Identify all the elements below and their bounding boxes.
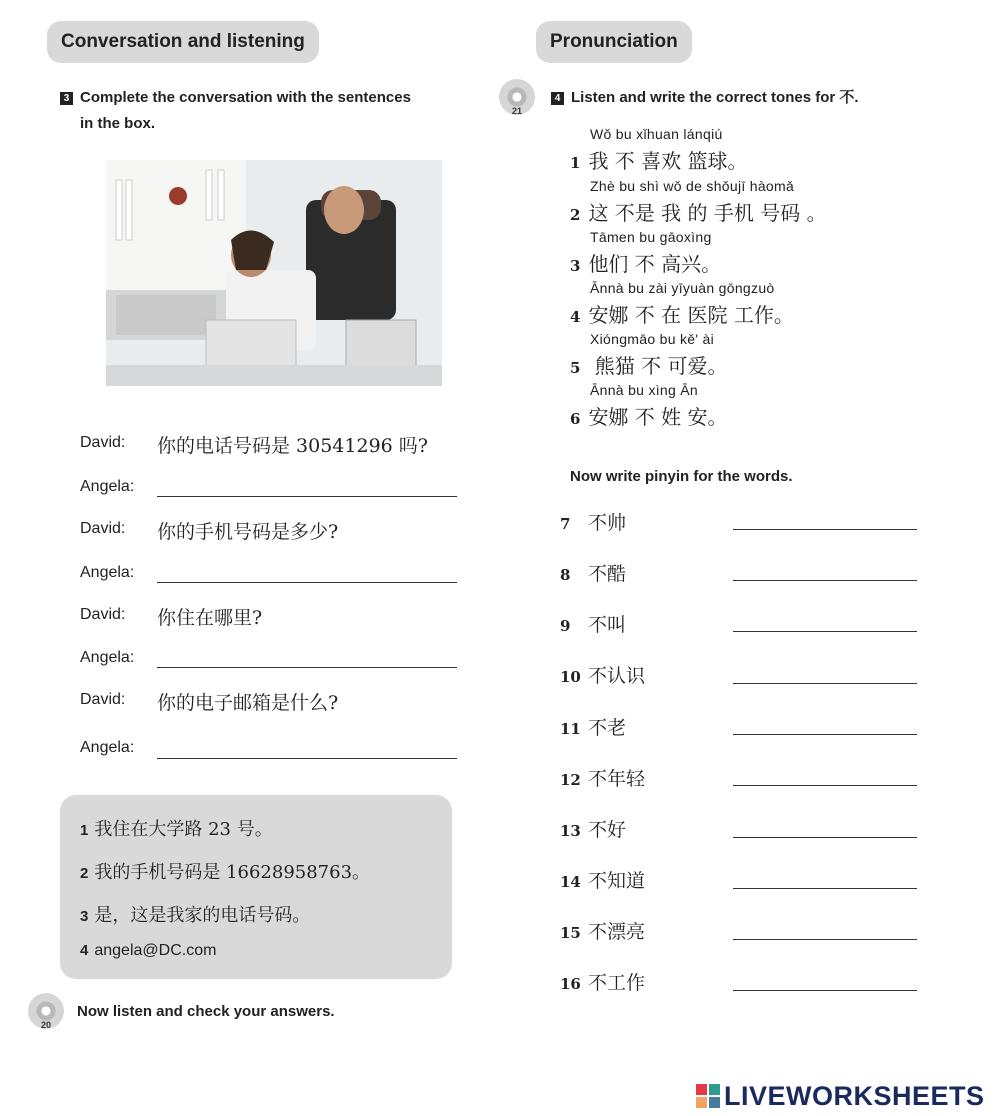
word-item: 14 不知道 [560,870,646,892]
dialogue-speaker-4: Angela: [80,564,135,581]
answer-blank-1[interactable] [157,496,457,497]
sentence-4-pinyin: Ānnà bu zài yīyuàn gōngzuò [590,280,775,296]
pinyin-answer-blank[interactable] [733,631,917,632]
pinyin-answer-blank[interactable] [733,939,917,940]
dialogue-line-1: 你的电话号码是 30541296 吗? [157,435,428,457]
pinyin-answer-blank[interactable] [733,888,917,889]
answer-blank-4[interactable] [157,758,457,759]
dialogue-speaker-6: Angela: [80,649,135,666]
listen-check-text: Now listen and check your answers. [77,1003,335,1020]
sentence-1-hanzi: 1 我 不 喜欢 篮球。 [570,149,748,173]
pinyin-answer-blank[interactable] [733,529,917,530]
sentence-6-pinyin: Ānnà bu xìng Ān [590,382,699,398]
word-item: 7 不帅 [560,512,627,534]
pinyin-answer-blank[interactable] [733,990,917,991]
section-header-conversation: Conversation and listening [47,21,319,63]
word-item: 8 不酷 [560,563,627,585]
exercise-4-instruction: 4 Listen and write the correct tones for 不. [551,85,859,111]
sentence-3-pinyin: Tāmen bu gāoxìng [590,229,712,245]
cd-track-number: 20 [41,1020,52,1030]
sentence-1-pinyin: Wǒ bu xǐhuan lánqiú [590,126,723,142]
exercise-number: 4 [551,92,564,105]
dialogue-speaker-3: David: [80,520,126,537]
word-item: 16 不工作 [560,972,646,994]
sentence-5-hanzi: 5 熊猫 不 可爱。 [570,354,728,378]
dialogue-speaker-5: David: [80,606,126,623]
word-item: 15 不漂亮 [560,921,646,943]
liveworksheets-logo[interactable]: LIVEWORKSHEETS [695,1081,985,1112]
word-item: 9 不叫 [560,614,627,636]
word-item: 10 不认识 [560,665,646,687]
box-option-3: 3 是，这是我家的电话号码。 [80,905,311,926]
exercise-3-instruction: 3 Complete the conversation with the sentences [60,85,411,111]
sentence-6-hanzi: 6 安娜 不 姓 安。 [570,405,728,429]
answer-blank-2[interactable] [157,582,457,583]
exercise-number: 3 [60,92,73,105]
dialogue-speaker-1: David: [80,434,126,451]
sentence-4-hanzi: 4 安娜 不 在 医院 工作。 [570,303,794,327]
box-option-4: 4 angela@DC.com [80,942,217,959]
dialogue-line-5: 你住在哪里? [157,607,263,629]
sentence-3-hanzi: 3 他们 不 高兴。 [570,252,722,276]
pinyin-instruction: Now write pinyin for the words. [570,468,793,485]
pinyin-answer-blank[interactable] [733,785,917,786]
sentence-2-hanzi: 2 这 不是 我 的 手机 号码 。 [570,201,827,225]
dialogue-speaker-7: David: [80,691,126,708]
office-photo [106,160,442,386]
pinyin-answer-blank[interactable] [733,683,917,684]
pinyin-answer-blank[interactable] [733,837,917,838]
answer-blank-3[interactable] [157,667,457,668]
word-item: 12 不年轻 [560,768,646,790]
sentence-2-pinyin: Zhè bu shì wǒ de shǒujī hàomǎ [590,178,795,194]
dialogue-line-7: 你的电子邮箱是什么? [157,692,339,714]
section-header-pronunciation: Pronunciation [536,21,692,63]
box-option-2: 2 我的手机号码是 16628958763。 [80,862,371,883]
word-item: 11 不老 [560,717,627,739]
pinyin-answer-blank[interactable] [733,734,917,735]
dialogue-speaker-2: Angela: [80,478,135,495]
dialogue-line-3: 你的手机号码是多少? [157,521,339,543]
logo-mark-icon [695,1083,721,1109]
sentence-5-pinyin: Xióngmāo bu kě' ài [590,331,715,347]
dialogue-speaker-8: Angela: [80,739,135,756]
box-option-1: 1 我住在大学路 23 号。 [80,819,273,840]
cd-track-number: 21 [512,106,523,116]
exercise-3-instruction-cont: in the box. [80,115,155,132]
word-item: 13 不好 [560,819,627,841]
pinyin-answer-blank[interactable] [733,580,917,581]
